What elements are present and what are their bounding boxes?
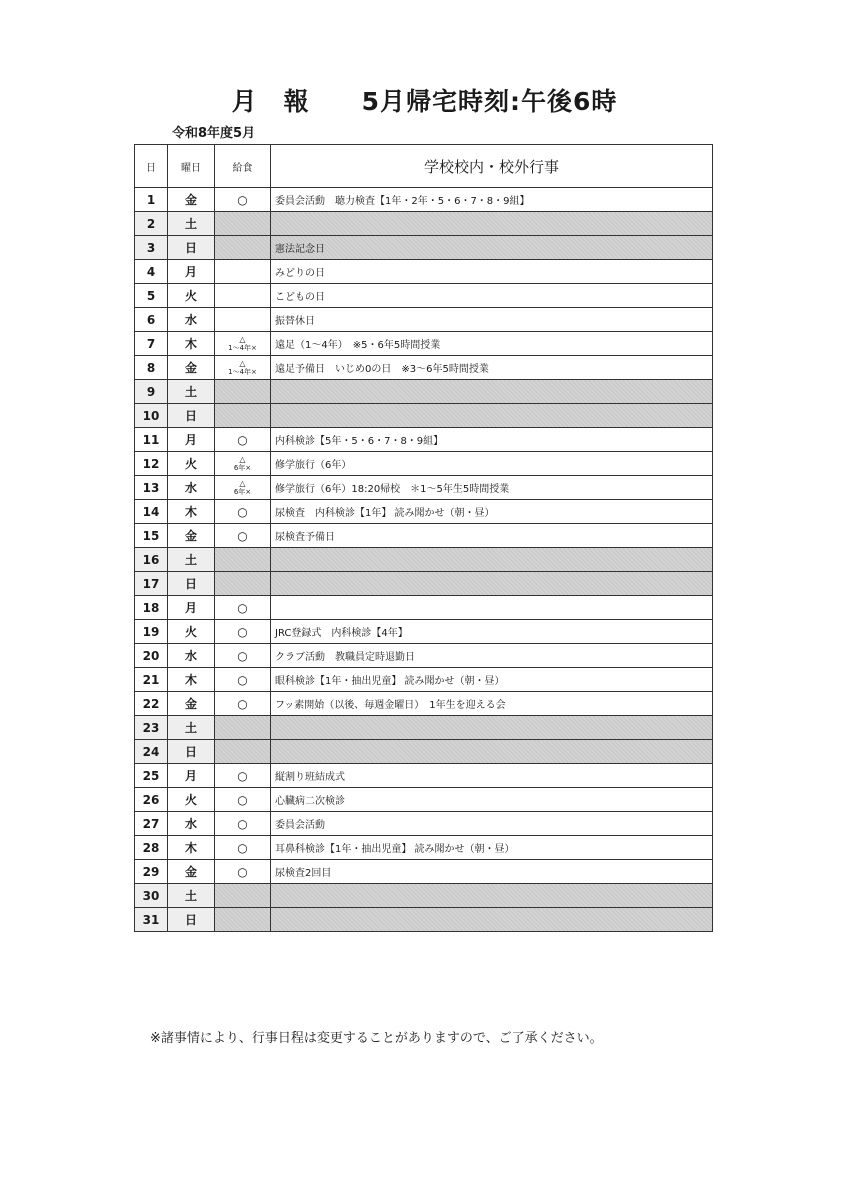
weekday-cell: 月 xyxy=(168,764,215,788)
lunch-cell xyxy=(215,548,271,572)
weekday-cell: 日 xyxy=(168,908,215,932)
event-cell xyxy=(271,404,713,428)
weekday-cell: 木 xyxy=(168,836,215,860)
weekday-cell: 月 xyxy=(168,596,215,620)
table-row xyxy=(135,692,713,716)
day-cell: 23 xyxy=(135,716,168,740)
event-cell xyxy=(271,908,713,932)
monthly-schedule-table xyxy=(134,144,713,932)
day-cell: 5 xyxy=(135,284,168,308)
weekday-cell: 土 xyxy=(168,548,215,572)
day-cell: 10 xyxy=(135,404,168,428)
lunch-cell: ○ xyxy=(215,836,271,860)
day-cell: 17 xyxy=(135,572,168,596)
day-cell: 25 xyxy=(135,764,168,788)
lunch-cell: ○ xyxy=(215,860,271,884)
day-cell: 20 xyxy=(135,644,168,668)
lunch-cell xyxy=(215,452,271,476)
day-cell: 4 xyxy=(135,260,168,284)
event-cell: 眼科検診【1年・抽出児童】 読み聞かせ（朝・昼） xyxy=(271,668,713,692)
lunch-cell xyxy=(215,260,271,284)
event-cell: みどりの日 xyxy=(271,260,713,284)
day-cell: 22 xyxy=(135,692,168,716)
day-cell: 26 xyxy=(135,788,168,812)
event-cell: 内科検診【5年・5・6・7・8・9組】 xyxy=(271,428,713,452)
event-cell: 遠足（1〜4年） ※5・6年5時間授業 xyxy=(271,332,713,356)
weekday-cell: 日 xyxy=(168,236,215,260)
header-weekday: 曜日 xyxy=(168,145,215,188)
lunch-mark: △ xyxy=(239,358,246,368)
weekday-cell: 水 xyxy=(168,476,215,500)
lunch-cell xyxy=(215,572,271,596)
weekday-cell: 日 xyxy=(168,740,215,764)
event-cell: 委員会活動 xyxy=(271,812,713,836)
lunch-cell xyxy=(215,404,271,428)
weekday-cell: 日 xyxy=(168,572,215,596)
table-row xyxy=(135,860,713,884)
header-lunch: 給食 xyxy=(215,145,271,188)
lunch-cell xyxy=(215,212,271,236)
weekday-cell: 土 xyxy=(168,884,215,908)
lunch-mark: △ xyxy=(239,454,246,464)
lunch-note: 1〜4年× xyxy=(228,343,257,352)
day-cell: 19 xyxy=(135,620,168,644)
table-row xyxy=(135,212,713,236)
event-cell: 委員会活動 聴力検査【1年・2年・5・6・7・8・9組】 xyxy=(271,188,713,212)
event-cell: 縦割り班結成式 xyxy=(271,764,713,788)
weekday-cell: 火 xyxy=(168,452,215,476)
day-cell: 29 xyxy=(135,860,168,884)
lunch-cell xyxy=(215,236,271,260)
lunch-cell: ○ xyxy=(215,788,271,812)
weekday-cell: 日 xyxy=(168,404,215,428)
event-cell xyxy=(271,212,713,236)
weekday-cell: 金 xyxy=(168,188,215,212)
table-row xyxy=(135,644,713,668)
lunch-note: 6年× xyxy=(233,487,252,496)
weekday-cell: 金 xyxy=(168,692,215,716)
table-row xyxy=(135,308,713,332)
table-row xyxy=(135,884,713,908)
day-cell: 2 xyxy=(135,212,168,236)
lunch-cell xyxy=(215,884,271,908)
lunch-cell xyxy=(215,908,271,932)
day-cell: 3 xyxy=(135,236,168,260)
lunch-mark: △ xyxy=(239,334,246,344)
lunch-cell: ○ xyxy=(215,812,271,836)
event-cell xyxy=(271,596,713,620)
weekday-cell: 月 xyxy=(168,260,215,284)
table-row xyxy=(135,452,713,476)
lunch-cell xyxy=(215,356,271,380)
weekday-cell: 木 xyxy=(168,500,215,524)
lunch-cell: ○ xyxy=(215,644,271,668)
table-row xyxy=(135,812,713,836)
table-row xyxy=(135,500,713,524)
table-row xyxy=(135,188,713,212)
event-cell: 修学旅行（6年）18:20帰校 ＊1〜5年生5時間授業 xyxy=(271,476,713,500)
table-row xyxy=(135,524,713,548)
weekday-cell: 木 xyxy=(168,668,215,692)
day-cell: 24 xyxy=(135,740,168,764)
lunch-cell: ○ xyxy=(215,500,271,524)
table-row xyxy=(135,668,713,692)
event-cell: フッ素開始（以後、毎週金曜日） 1年生を迎える会 xyxy=(271,692,713,716)
table-row xyxy=(135,764,713,788)
header-day: 日 xyxy=(135,145,168,188)
lunch-mark: △ xyxy=(239,478,246,488)
lunch-cell xyxy=(215,716,271,740)
table-header-row xyxy=(135,145,713,188)
event-cell: 尿検査 内科検診【1年】 読み聞かせ（朝・昼） xyxy=(271,500,713,524)
day-cell: 8 xyxy=(135,356,168,380)
table-row xyxy=(135,740,713,764)
event-cell: 尿検査2回目 xyxy=(271,860,713,884)
event-cell: クラブ活動 教職員定時退勤日 xyxy=(271,644,713,668)
lunch-cell xyxy=(215,380,271,404)
table-row xyxy=(135,596,713,620)
day-cell: 15 xyxy=(135,524,168,548)
table-row xyxy=(135,788,713,812)
event-cell: 憲法記念日 xyxy=(271,236,713,260)
weekday-cell: 土 xyxy=(168,716,215,740)
event-cell: 尿検査予備日 xyxy=(271,524,713,548)
day-cell: 16 xyxy=(135,548,168,572)
header-events: 学校校内・校外行事 xyxy=(271,145,713,188)
day-cell: 6 xyxy=(135,308,168,332)
lunch-note: 6年× xyxy=(233,463,252,472)
lunch-cell xyxy=(215,308,271,332)
day-cell: 7 xyxy=(135,332,168,356)
day-cell: 13 xyxy=(135,476,168,500)
event-cell xyxy=(271,572,713,596)
table-row xyxy=(135,404,713,428)
table-row xyxy=(135,428,713,452)
lunch-cell: ○ xyxy=(215,188,271,212)
event-cell xyxy=(271,380,713,404)
lunch-cell: ○ xyxy=(215,620,271,644)
lunch-cell: ○ xyxy=(215,428,271,452)
weekday-cell: 金 xyxy=(168,356,215,380)
lunch-cell xyxy=(215,476,271,500)
table-row xyxy=(135,548,713,572)
event-cell xyxy=(271,716,713,740)
lunch-note: 1〜4年× xyxy=(228,367,257,376)
event-cell: 修学旅行（6年） xyxy=(271,452,713,476)
event-cell: 振替休日 xyxy=(271,308,713,332)
day-cell: 28 xyxy=(135,836,168,860)
day-cell: 27 xyxy=(135,812,168,836)
day-cell: 12 xyxy=(135,452,168,476)
schedule-rows xyxy=(135,188,713,932)
table-row xyxy=(135,476,713,500)
table-row xyxy=(135,284,713,308)
weekday-cell: 土 xyxy=(168,380,215,404)
day-cell: 30 xyxy=(135,884,168,908)
lunch-cell: ○ xyxy=(215,524,271,548)
event-cell xyxy=(271,548,713,572)
lunch-cell: ○ xyxy=(215,596,271,620)
weekday-cell: 木 xyxy=(168,332,215,356)
weekday-cell: 火 xyxy=(168,788,215,812)
page-title: 月 報 5月帰宅時刻:午後6時 xyxy=(231,87,618,116)
table-row xyxy=(135,380,713,404)
weekday-cell: 火 xyxy=(168,284,215,308)
weekday-cell: 金 xyxy=(168,860,215,884)
fiscal-month-label: 令和8年度5月 xyxy=(172,126,256,141)
day-cell: 1 xyxy=(135,188,168,212)
lunch-cell xyxy=(215,740,271,764)
table-row xyxy=(135,572,713,596)
event-cell: JRC登録式 内科検診【4年】 xyxy=(271,620,713,644)
table-row xyxy=(135,716,713,740)
event-cell: こどもの日 xyxy=(271,284,713,308)
weekday-cell: 水 xyxy=(168,644,215,668)
table-row xyxy=(135,620,713,644)
lunch-cell xyxy=(215,332,271,356)
footnote: ※諸事情により、行事日程は変更することがありますので、ご了承ください。 xyxy=(150,1031,603,1046)
day-cell: 14 xyxy=(135,500,168,524)
table-row xyxy=(135,836,713,860)
table-row xyxy=(135,356,713,380)
weekday-cell: 火 xyxy=(168,620,215,644)
weekday-cell: 水 xyxy=(168,308,215,332)
day-cell: 9 xyxy=(135,380,168,404)
day-cell: 11 xyxy=(135,428,168,452)
table-row xyxy=(135,236,713,260)
day-cell: 21 xyxy=(135,668,168,692)
day-cell: 31 xyxy=(135,908,168,932)
event-cell: 心臓病二次検診 xyxy=(271,788,713,812)
weekday-cell: 金 xyxy=(168,524,215,548)
table-row xyxy=(135,908,713,932)
day-cell: 18 xyxy=(135,596,168,620)
lunch-cell: ○ xyxy=(215,692,271,716)
table-row xyxy=(135,332,713,356)
weekday-cell: 土 xyxy=(168,212,215,236)
table-row xyxy=(135,260,713,284)
event-cell xyxy=(271,884,713,908)
lunch-cell: ○ xyxy=(215,668,271,692)
lunch-cell xyxy=(215,284,271,308)
weekday-cell: 水 xyxy=(168,812,215,836)
event-cell xyxy=(271,740,713,764)
weekday-cell: 月 xyxy=(168,428,215,452)
event-cell: 耳鼻科検診【1年・抽出児童】 読み聞かせ（朝・昼） xyxy=(271,836,713,860)
event-cell: 遠足予備日 いじめ0の日 ※3〜6年5時間授業 xyxy=(271,356,713,380)
lunch-cell: ○ xyxy=(215,764,271,788)
